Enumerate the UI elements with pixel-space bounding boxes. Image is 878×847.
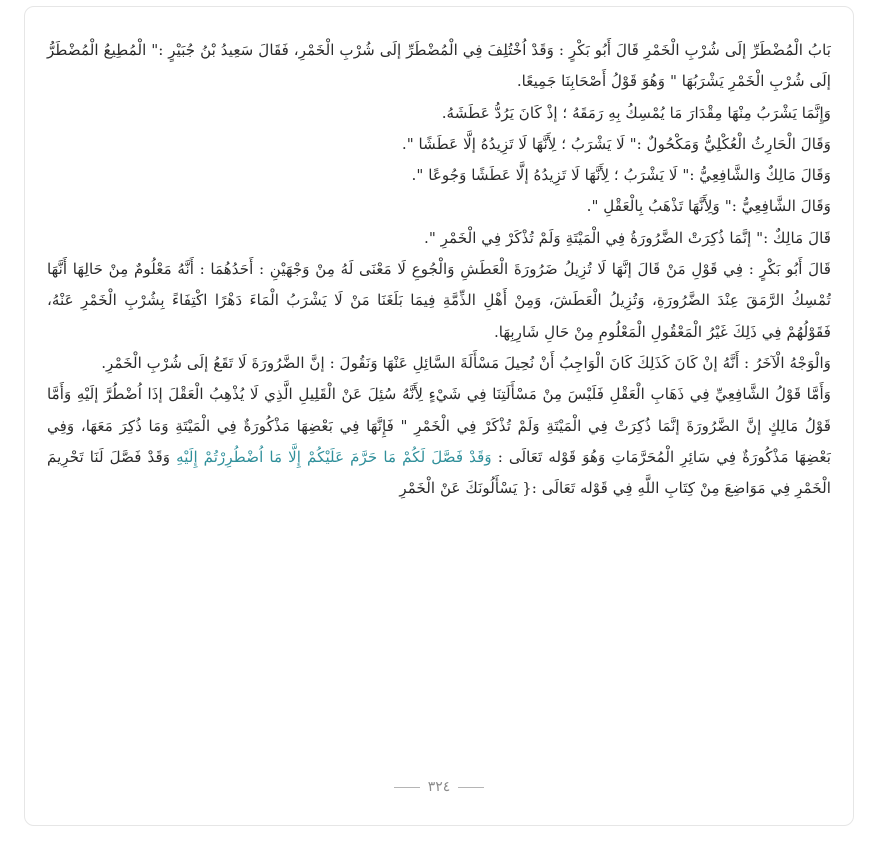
paragraph-text: وَقَالَ الشَّافِعِيُّ :" وَلِأَنَّهَا تَذْهَبُ بِالْعَقْلِ ". [586,197,831,216]
paragraph-9 [47,379,831,504]
paragraph-3 [47,129,831,160]
paragraph-text: وَالْوَجْهُ الْآخَرُ : أَنَّهُ إنْ كَانَ كَذَلِكَ كَانَ الْوَاجِبُ أَنْ نُحِيلَ مَسْأَلَةَ السَّائِلِ عَنْهَا وَنَقُولَ : إنَّ الضَّرُورَةَ لَا تَقَعُ إلَى شُرْبِ الْخَمْرِ. [101,353,831,372]
paragraph-8 [47,348,831,379]
paragraph-text: قَالَ مَالِكٌ :" إنَّمَا ذُكِرَتْ الضَّرُورَةُ فِي الْمَيْتَةِ وَلَمْ تُذْكَرْ فِي الْخَمْرِ ". [424,228,831,247]
page-footer [25,779,853,795]
page-number: ٣٢٤ [427,779,451,795]
paragraph-text: وَقَالَ الْحَارِثُ الْعُكْلِيُّ وَمَكْحُولٌ :" لَا يَشْرَبُ ؛ لِأَنَّهَا لَا تَزِيدُهُ إلَّا عَطَشًا ". [401,134,831,153]
quran-verse: وَقَدْ فَصَّلَ لَكُمْ مَا حَرَّمَ عَلَيْكُمْ إِلَّا مَا اُضْطُرِرْتُمْ إِلَيْهِ [176,447,492,466]
footer-divider [394,787,420,788]
paragraph-1 [47,35,831,98]
paragraph-text: بَابُ الْمُضْطَرِّ إلَى شُرْبِ الْخَمْرِ قَالَ أَبُو بَكْرٍ : وَقَدْ اُخْتُلِفَ فِي الْمُضْطَرِّ إلَى شُرْبِ الْخَمْرِ، فَقَالَ سَعِيدُ بْنُ جُبَيْرٍ :" الْمُطِيعُ الْمُضْطَرُّ إلَى شُرْبِ الْخَمْرِ يَشْرَبُهَا " وَهُوَ قَوْلُ أَصْحَابِنَا جَمِيعًا. [47,41,831,91]
paragraph-text: وَقَالَ مَالِكٌ وَالشَّافِعِيُّ :" لَا يَشْرَبُ ؛ لِأَنَّهَا لَا تَزِيدُهُ إلَّا عَطَشًا وَجُوعًا ". [411,166,831,185]
paragraph-text: وَأَمَّا قَوْلُ الشَّافِعِيِّ فِي ذَهَابِ الْعَقْلِ فَلَيْسَ مِنْ مَسْأَلَتِنَا فِي شَيْءٍ لِأَنَّهُ سُئِلَ عَنْ الْقَلِيلِ الَّذِي لَا يُذْهِبُ الْعَقْلَ إذَا اُضْطُرَّ إلَيْهِ وَأَمَّا قَوْلُ مَالِكٍ إنَّ الضَّرُورَةَ إنَّمَا ذُكِرَتْ فِي الْمَيْتَةِ وَلَمْ تُذْكَرْ فِي الْخَمْرِ " فَإِنَّهَا فِي بَعْضِهَا مَذْكُورَةٌ فِي الْمَيْتَةِ وَمَا ذُكِرَ مَعَهَا، وَفِي بَعْضِهَا مَذْكُورَةٌ فِي سَائِرِ الْمُحَرَّمَاتِ وَهُوَ قَوْله تَعَالَى : [47,385,831,466]
paragraph-text: قَالَ أَبُو بَكْرٍ : فِي قَوْلِ مَنْ قَالَ إنَّهَا لَا تُزِيلُ ضَرُورَةَ الْعَطَشِ وَالْجُوعِ لَا مَعْنَى لَهُ مِنْ وَجْهَيْنِ : أَحَدُهُمَا : أَنَّهُ مَعْلُومٌ مِنْ حَالِهَا أَنَّهَا تُمْسِكُ الرَّمَقَ عِنْدَ الضَّرُورَةِ، وَتُزِيلُ الْعَطَشَ، وَمِنْ أَهْلِ الذِّمَّةِ فِيمَا بَلَغَنَا مَنْ لَا يَشْرَبُ الْمَاءَ دَهْرًا اكْتِفَاءً بِشُرْبِ الْخَمْرِ عَنْهُ، فَقَوْلُهُمْ فِي ذَلِكَ غَيْرُ الْمَعْقُولِ الْمَعْلُومِ مِنْ حَالِ شَارِبِهَا. [47,260,831,341]
paragraph-7 [47,254,831,348]
paragraph-text: وَإِنَّمَا يَشْرَبُ مِنْهَا مِقْدَارَ مَا يُمْسِكُ بِهِ رَمَقَهُ ؛ إذْ كَانَ يَرُدُّ عَطَشَهُ. [441,103,831,122]
paragraph-4 [47,160,831,191]
paragraph-5 [47,191,831,222]
footer-divider [458,787,484,788]
page-card [24,6,854,826]
document-body [47,35,831,504]
paragraph-6 [47,223,831,254]
paragraph-2 [47,98,831,129]
paragraph-text: وَقَدْ فَصَّلَ لَنَا تَحْرِيمَ الْخَمْرِ فِي مَوَاضِعَ مِنْ كِتَابِ اللَّهِ فِي قَوْله تَعَالَى :{ يَسْأَلُونَكَ عَنْ الْخَمْرِ [47,447,831,498]
